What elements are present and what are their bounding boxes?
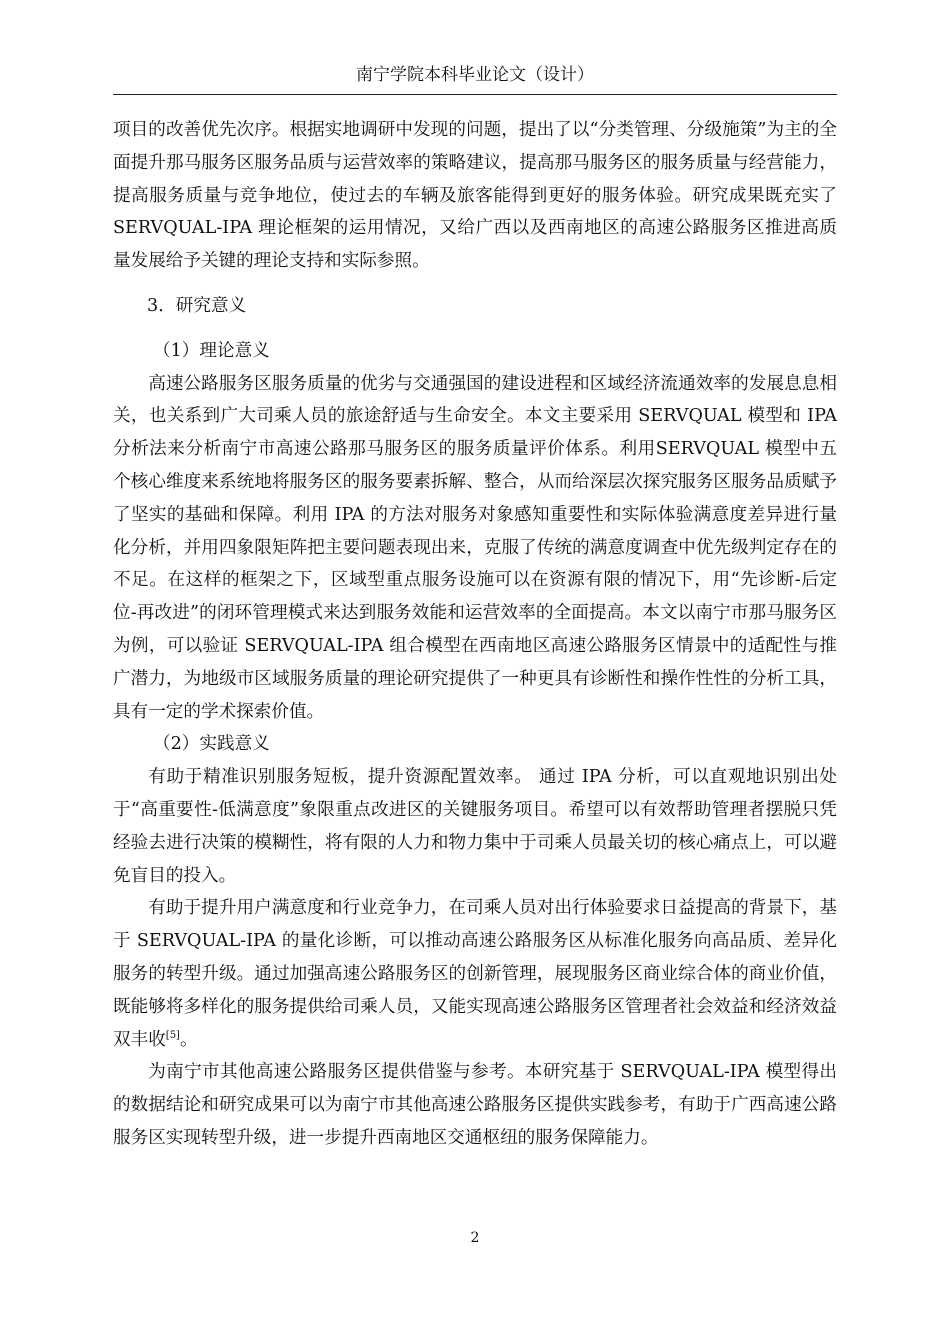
header-rule xyxy=(113,94,837,95)
practice-paragraph-2-end: 。 xyxy=(179,1029,198,1050)
practice-heading: （2）实践意义 xyxy=(153,734,270,755)
page-body xyxy=(113,114,837,1155)
theory-paragraph: 高速公路服务区服务质量的优劣与交通强国的建设进程和区域经济流通效率的发展息息相关，也关系到广大司乘人员的旅途舒适与生命安全。本文主要采用 SERVQUAL 模型和 IPA 分析法来分析南宁市高速公路那马服务区的服务质量评价体系。利用SERVQUAL 模型中五个核心维度来系统地将服务区的服务要素拆解、整合，从而给深层次探究服务区服务品质赋予了坚实的基础和保障。利用 IPA 的方法对服务对象感知重要性和实际体验满意度差异进行量化分析，并用四象限矩阵把主要问题表现出来，克服了传统的满意度调查中优先级判定存在的不足。在这样的框架之下，区域型重点服务设施可以在资源有限的情况下，用“先诊断-后定位-再改进”的闭环管理模式来达到服务效能和运营效率的全面提高。本文以南宁市那马服务区为例，可以验证 SERVQUAL-IPA 组合模型在西南地区高速公路服务区情景中的适配性与推广潜力，为地级市区域服务质量的理论研究提供了一种更具有诊断性和操作性性的分析工具，具有一定的学术探索价值。 xyxy=(113,373,837,722)
practice-paragraph-2-text: 有助于提升用户满意度和行业竞争力，在司乘人员对出行体验要求日益提高的背景下，基于 SERVQUAL-IPA 的量化诊断，可以推动高速公路服务区从标准化服务向高品质、差异化服务的转型升级。通过加强高速公路服务区的创新管理，展现服务区商业综合体的商业价值，既能够将多样化的服务提供给司乘人员，又能实现高速公路服务区管理者社会效益和经济效益双丰收 xyxy=(113,898,837,1050)
practice-paragraph-1: 有助于精准识别服务短板，提升资源配置效率。 通过 IPA 分析，可以直观地识别出处于“高重要性-低满意度”象限重点改进区的关键服务项目。希望可以有效帮助管理者摆脱只凭经验去进行决策的模糊性，将有限的人力和物力集中于司乘人员最关切的核心痛点上，可以避免盲目的投入。 xyxy=(113,767,837,886)
page-number: 2 xyxy=(470,1230,480,1246)
citation-ref: [5] xyxy=(165,1029,180,1041)
running-header: 南宁学院本科毕业论文（设计） xyxy=(356,65,594,85)
section-heading: 3．研究意义 xyxy=(147,295,247,316)
practice-paragraph-2 xyxy=(113,892,837,1056)
theory-heading: （1）理论意义 xyxy=(153,340,270,361)
practice-paragraph-3: 为南宁市其他高速公路服务区提供借鉴与参考。本研究基于 SERVQUAL-IPA 模型得出的数据结论和研究成果可以为南宁市其他高速公路服务区提供实践参考，有助于广西高速公路服务区实现转型升级，进一步提升西南地区交通枢纽的服务保障能力。 xyxy=(113,1062,837,1148)
intro-paragraph: 项目的改善优先次序。根据实地调研中发现的问题，提出了以“分类管理、分级施策”为主的全面提升那马服务区服务品质与运营效率的策略建议，提高那马服务区的服务质量与经营能力，提高服务质量与竞争地位，使过去的车辆及旅客能得到更好的服务体验。研究成果既充实了 SERVQUAL-IPA 理论框架的运用情况，又给广西以及西南地区的高速公路服务区推进高质量发展给予关键的理论支持和实际参照。 xyxy=(113,120,837,272)
